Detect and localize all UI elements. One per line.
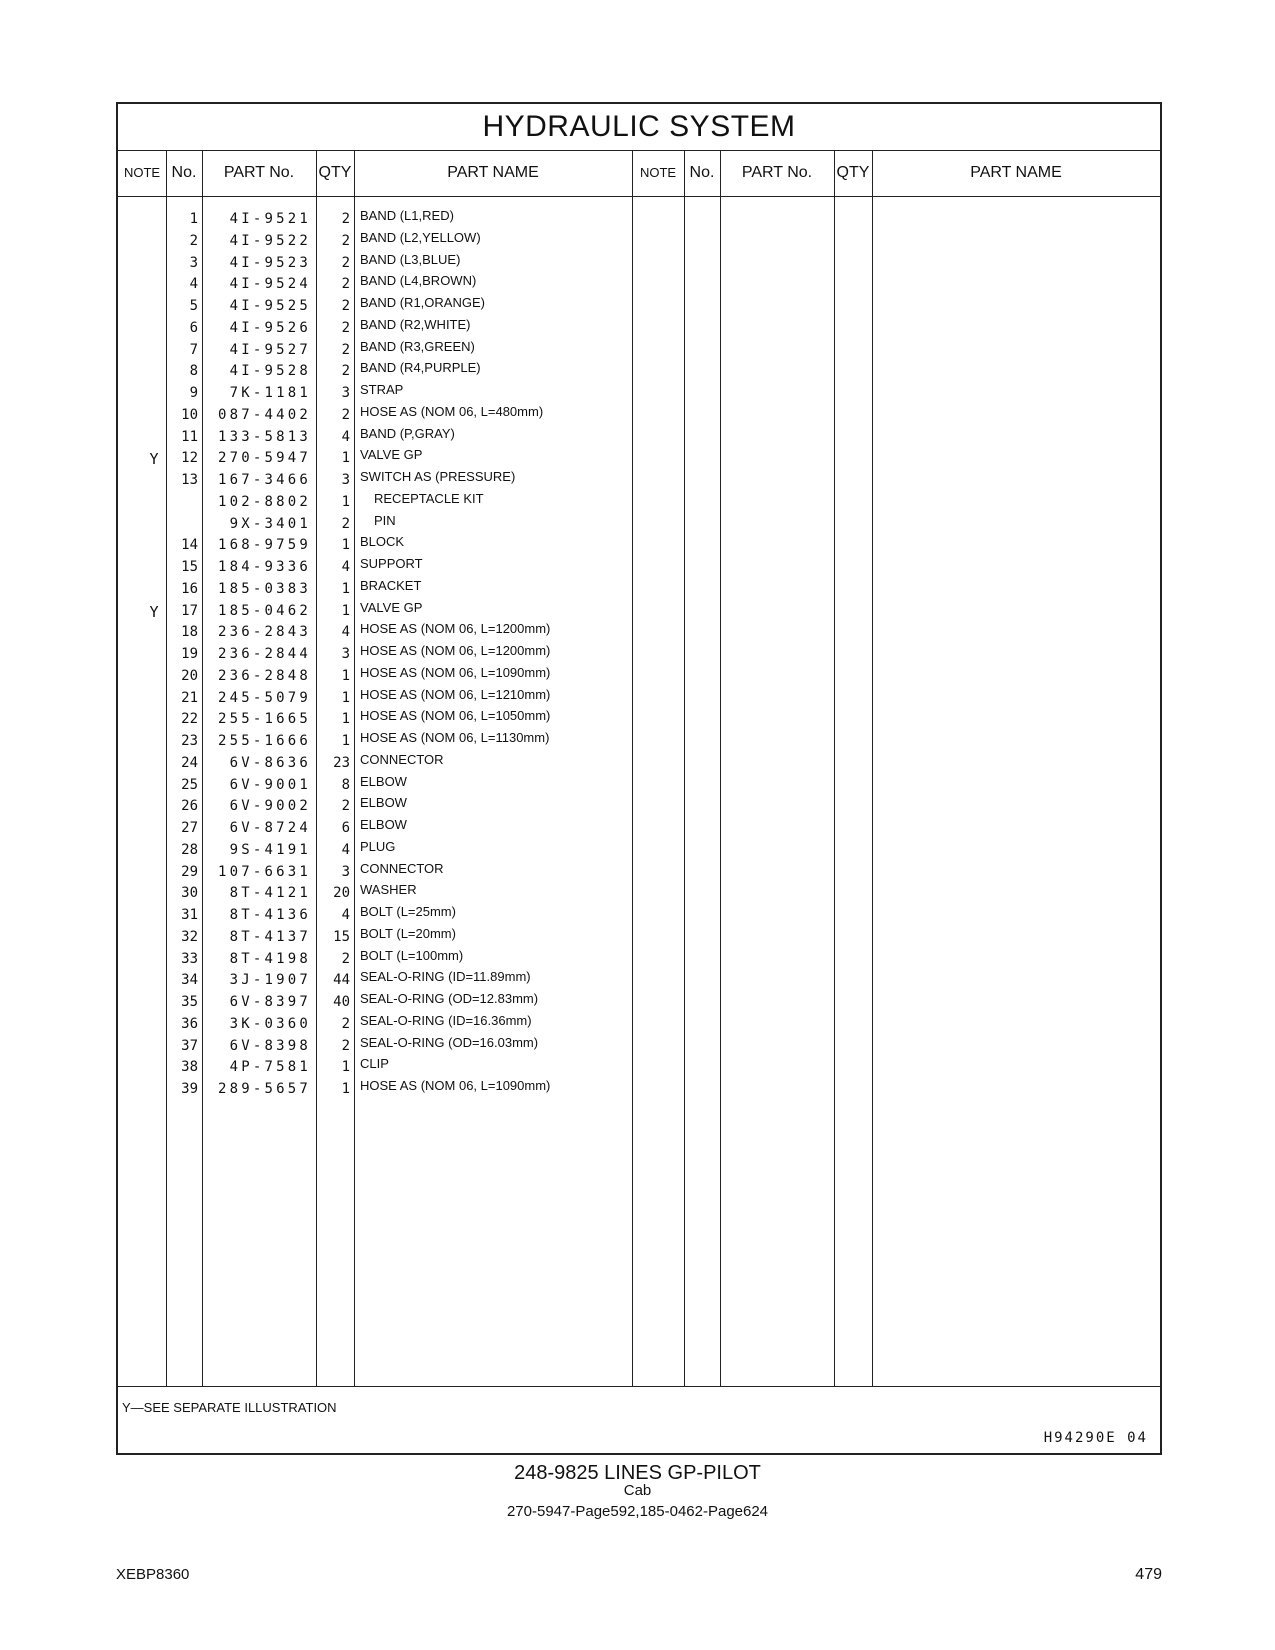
part-number-cell: 4I-9528 (229, 363, 311, 380)
quantity-cell: 1 (341, 602, 350, 619)
quantity-cell: 15 (333, 928, 350, 945)
table-row (118, 491, 678, 513)
page-number: 479 (1135, 1566, 1162, 1583)
table-row (118, 317, 678, 339)
part-name-cell: HOSE AS (NOM 06, L=480mm) (360, 403, 544, 419)
table-row (118, 513, 678, 535)
item-number-cell: 31 (181, 907, 198, 923)
part-number-cell: 4I-9526 (229, 319, 311, 336)
part-name-cell: HOSE AS (NOM 06, L=1090mm) (360, 664, 551, 680)
quantity-cell: 2 (341, 211, 350, 227)
part-number-cell: 4I-9523 (229, 254, 311, 271)
item-number-cell: 3 (189, 254, 198, 271)
table-row (118, 600, 678, 622)
column-divider (720, 150, 721, 1386)
part-name-cell: BOLT (L=100mm) (360, 947, 464, 963)
table-row (118, 882, 678, 904)
item-number-cell: 27 (181, 820, 198, 836)
item-number-cell: 13 (181, 472, 198, 488)
table-row (118, 230, 678, 252)
table-row (118, 578, 678, 600)
part-number-cell: 3K-0360 (229, 1015, 311, 1032)
part-number-cell: 4I-9524 (229, 276, 311, 293)
part-name-cell: HOSE AS (NOM 06, L=1210mm) (360, 686, 551, 702)
part-name-cell: HOSE AS (NOM 06, L=1200mm) (360, 643, 551, 658)
item-number-cell: 26 (181, 798, 198, 815)
part-number-cell: 255-1665 (217, 711, 311, 728)
quantity-cell: 2 (341, 1015, 350, 1032)
part-number-cell: 167-3466 (217, 472, 311, 488)
table-row (118, 687, 678, 709)
table-row (118, 991, 678, 1013)
part-name-cell: HOSE AS (NOM 06, L=1090mm) (360, 1078, 551, 1093)
parts-table-frame (116, 102, 1162, 1455)
column-divider (872, 150, 873, 1386)
item-number-cell: 5 (189, 298, 198, 314)
table-row (118, 839, 678, 861)
quantity-cell: 1 (341, 667, 350, 684)
section-title: HYDRAULIC SYSTEM (118, 104, 1160, 151)
header-part-name: PART NAME (447, 164, 539, 181)
quantity-cell: 2 (341, 798, 350, 815)
header-qty: QTY (318, 164, 352, 181)
quantity-cell: 23 (333, 754, 350, 771)
part-name-cell: BAND (P,GRAY) (360, 425, 455, 441)
legend-note: Y―SEE SEPARATE ILLUSTRATION (122, 1400, 337, 1415)
table-row (118, 426, 678, 448)
item-number-cell: 28 (181, 841, 198, 858)
page-references: 270-5947-Page592,185-0462-Page624 (506, 1503, 769, 1520)
group-subcaption: Cab (623, 1482, 652, 1499)
table-row (118, 273, 678, 295)
table-row (118, 404, 678, 426)
quantity-cell: 1 (341, 537, 350, 554)
part-name-cell: RECEPTACLE KIT (374, 490, 484, 506)
quantity-cell: 44 (333, 972, 350, 989)
table-row (118, 556, 678, 578)
table-row (118, 643, 678, 665)
part-name-cell: SEAL-O-RING (ID=11.89mm) (360, 969, 531, 985)
table-row (118, 730, 678, 752)
part-number-cell: 236-2844 (217, 646, 311, 662)
item-number-cell: 24 (181, 754, 198, 771)
item-number-cell: 25 (181, 776, 198, 793)
part-name-cell: ELBOW (360, 773, 407, 789)
part-number-cell: 6V-8398 (229, 1037, 311, 1054)
header-part-name-right: PART NAME (970, 164, 1062, 181)
column-divider (684, 150, 685, 1386)
item-number-cell: 4 (189, 276, 198, 293)
table-row (118, 534, 678, 556)
table-row (118, 817, 678, 839)
part-name-cell: HOSE AS (NOM 06, L=1050mm) (360, 708, 551, 724)
part-name-cell: WASHER (360, 882, 417, 898)
item-number-cell: 15 (181, 559, 198, 575)
document-id: XEBP8360 (116, 1566, 190, 1583)
part-number-cell: 6V-9002 (229, 798, 311, 815)
item-number-cell: 11 (181, 428, 198, 445)
item-number-cell: 37 (181, 1037, 198, 1054)
quantity-cell: 8 (341, 776, 350, 793)
part-number-cell: 8T-4121 (229, 885, 311, 902)
item-number-cell: 30 (181, 885, 198, 902)
column-divider (834, 150, 835, 1386)
item-number-cell: 36 (181, 1015, 198, 1032)
quantity-cell: 20 (333, 885, 350, 902)
quantity-cell: 2 (341, 515, 350, 532)
part-name-cell: SEAL-O-RING (OD=16.03mm) (360, 1034, 539, 1050)
table-row (118, 208, 678, 230)
part-number-cell: 6V-8397 (229, 994, 311, 1010)
table-row (118, 752, 678, 774)
part-number-cell: 4I-9522 (229, 232, 311, 249)
table-row (118, 1035, 678, 1057)
part-name-cell: BAND (L3,BLUE) (360, 251, 461, 267)
part-number-cell: 4I-9525 (229, 298, 311, 314)
part-name-cell: PIN (374, 512, 396, 528)
note-cell: Y (149, 602, 159, 621)
part-number-cell: 270-5947 (217, 450, 311, 467)
part-number-cell: 184-9336 (217, 559, 311, 575)
table-row (118, 1056, 678, 1078)
quantity-cell: 4 (341, 624, 350, 641)
quantity-cell: 1 (341, 450, 350, 467)
table-row (118, 621, 678, 643)
table-row (118, 708, 678, 730)
quantity-cell: 1 (341, 711, 350, 728)
part-name-cell: BOLT (L=20mm) (360, 925, 456, 941)
part-number-cell: 255-1666 (217, 733, 311, 749)
table-row (118, 339, 678, 361)
table-row (118, 948, 678, 970)
quantity-cell: 2 (341, 363, 350, 380)
quantity-cell: 1 (341, 1059, 350, 1076)
item-number-cell: 2 (189, 232, 198, 249)
part-name-cell: BLOCK (360, 534, 405, 550)
part-number-cell: 7K-1181 (229, 385, 311, 401)
item-number-cell: 39 (181, 1081, 198, 1097)
table-row (118, 360, 678, 382)
table-row (118, 904, 678, 926)
quantity-cell: 2 (341, 1037, 350, 1054)
header-note-right: NOTE (639, 165, 677, 180)
part-name-cell: ELBOW (360, 795, 407, 811)
item-number-cell: 21 (181, 689, 198, 706)
part-number-cell: 185-0383 (217, 580, 311, 597)
part-number-cell: 6V-8724 (229, 820, 311, 836)
table-row (118, 795, 678, 817)
item-number-cell: 20 (181, 667, 198, 684)
part-name-cell: BAND (R3,GREEN) (360, 338, 475, 354)
table-row (118, 969, 678, 991)
part-name-cell: BRACKET (360, 577, 422, 593)
quantity-cell: 1 (341, 733, 350, 749)
quantity-cell: 2 (341, 341, 350, 358)
part-name-cell: SEAL-O-RING (OD=12.83mm) (360, 991, 539, 1006)
table-footer-divider (118, 1386, 1160, 1387)
table-row (118, 926, 678, 948)
quantity-cell: 1 (341, 493, 350, 510)
item-number-cell: 32 (181, 928, 198, 945)
part-name-cell: BAND (L4,BROWN) (360, 273, 477, 289)
quantity-cell: 3 (341, 385, 350, 401)
part-name-cell: BAND (L2,YELLOW) (360, 229, 481, 245)
quantity-cell: 2 (341, 950, 350, 967)
item-number-cell: 33 (181, 950, 198, 967)
header-part-no: PART No. (223, 164, 295, 181)
quantity-cell: 1 (341, 580, 350, 597)
part-number-cell: 107-6631 (217, 863, 311, 880)
part-number-cell: 4I-9527 (229, 341, 311, 358)
part-name-cell: STRAP (360, 382, 404, 397)
table-row (118, 469, 678, 491)
part-number-cell: 8T-4198 (229, 950, 311, 967)
part-name-cell: ELBOW (360, 817, 407, 832)
part-number-cell: 168-9759 (217, 537, 311, 554)
item-number-cell: 8 (189, 363, 198, 380)
item-number-cell: 10 (181, 406, 198, 423)
item-number-cell: 7 (189, 341, 198, 358)
part-number-cell: 087-4402 (217, 406, 311, 423)
table-row (118, 447, 678, 469)
part-name-cell: BAND (R1,ORANGE) (360, 295, 485, 310)
part-number-cell: 8T-4136 (229, 907, 311, 923)
drawing-code: H94290E 04 (1043, 1430, 1148, 1446)
item-number-cell: 19 (181, 646, 198, 662)
part-number-cell: 4P-7581 (229, 1059, 311, 1076)
item-number-cell: 34 (181, 972, 198, 989)
part-number-cell: 102-8802 (217, 493, 311, 510)
quantity-cell: 4 (341, 907, 350, 923)
part-number-cell: 289-5657 (217, 1081, 311, 1097)
part-number-cell: 6V-8636 (229, 754, 311, 771)
part-name-cell: VALVE GP (360, 447, 423, 463)
quantity-cell: 1 (341, 689, 350, 706)
part-name-cell: HOSE AS (NOM 06, L=1200mm) (360, 621, 551, 637)
quantity-cell: 3 (341, 863, 350, 880)
item-number-cell: 16 (181, 580, 198, 597)
table-row (118, 252, 678, 274)
part-name-cell: CONNECTOR (360, 860, 444, 876)
item-number-cell: 17 (181, 602, 198, 619)
header-qty-right: QTY (836, 164, 870, 181)
header-no-right: No. (689, 164, 715, 181)
part-number-cell: 4I-9521 (229, 211, 311, 227)
part-number-cell: 9S-4191 (229, 841, 311, 858)
part-name-cell: PLUG (360, 838, 396, 854)
part-name-cell: CLIP (360, 1056, 389, 1072)
part-name-cell: HOSE AS (NOM 06, L=1130mm) (360, 730, 550, 745)
group-caption: 248-9825 LINES GP-PILOT (514, 1462, 761, 1484)
header-note: NOTE (123, 165, 161, 180)
quantity-cell: 3 (341, 646, 350, 662)
item-number-cell: 18 (181, 624, 198, 641)
part-name-cell: SEAL-O-RING (ID=16.36mm) (360, 1012, 532, 1028)
part-number-cell: 9X-3401 (229, 515, 311, 532)
table-row (118, 1013, 678, 1035)
quantity-cell: 3 (341, 472, 350, 488)
table-row (118, 295, 678, 317)
part-number-cell: 236-2843 (217, 624, 311, 641)
part-number-cell: 3J-1907 (229, 972, 311, 989)
item-number-cell: 29 (181, 863, 198, 880)
part-name-cell: BAND (R4,PURPLE) (360, 360, 481, 376)
header-part-no-right: PART No. (741, 164, 813, 181)
quantity-cell: 4 (341, 559, 350, 575)
quantity-cell: 40 (333, 994, 350, 1010)
part-number-cell: 133-5813 (217, 428, 311, 445)
quantity-cell: 2 (341, 254, 350, 271)
column-header-row (118, 150, 1160, 197)
part-number-cell: 6V-9001 (229, 776, 311, 793)
part-name-cell: CONNECTOR (360, 751, 444, 767)
header-no: No. (171, 164, 197, 181)
quantity-cell: 4 (341, 841, 350, 858)
note-cell: Y (149, 450, 159, 469)
table-row (118, 1078, 678, 1100)
table-row (118, 382, 678, 404)
part-name-cell: BAND (L1,RED) (360, 208, 454, 223)
quantity-cell: 2 (341, 232, 350, 249)
item-number-cell: 38 (181, 1059, 198, 1076)
item-number-cell: 23 (181, 733, 198, 749)
quantity-cell: 2 (341, 319, 350, 336)
part-number-cell: 245-5079 (217, 689, 311, 706)
item-number-cell: 6 (189, 319, 198, 336)
part-name-cell: VALVE GP (360, 599, 423, 615)
item-number-cell: 9 (189, 385, 198, 401)
quantity-cell: 2 (341, 298, 350, 314)
quantity-cell: 1 (341, 1081, 350, 1097)
table-row (118, 665, 678, 687)
item-number-cell: 1 (189, 211, 198, 227)
item-number-cell: 14 (181, 537, 198, 554)
part-number-cell: 8T-4137 (229, 928, 311, 945)
item-number-cell: 35 (181, 994, 198, 1010)
quantity-cell: 4 (341, 428, 350, 445)
part-name-cell: BOLT (L=25mm) (360, 904, 456, 919)
item-number-cell: 22 (181, 711, 198, 728)
part-name-cell: BAND (R2,WHITE) (360, 316, 471, 332)
quantity-cell: 2 (341, 276, 350, 293)
quantity-cell: 6 (341, 820, 350, 836)
part-number-cell: 236-2848 (217, 667, 311, 684)
table-row (118, 774, 678, 796)
part-name-cell: SWITCH AS (PRESSURE) (360, 469, 516, 484)
item-number-cell: 12 (181, 450, 198, 467)
part-name-cell: SUPPORT (360, 556, 423, 571)
quantity-cell: 2 (341, 406, 350, 423)
table-row (118, 861, 678, 883)
part-number-cell: 185-0462 (217, 602, 311, 619)
